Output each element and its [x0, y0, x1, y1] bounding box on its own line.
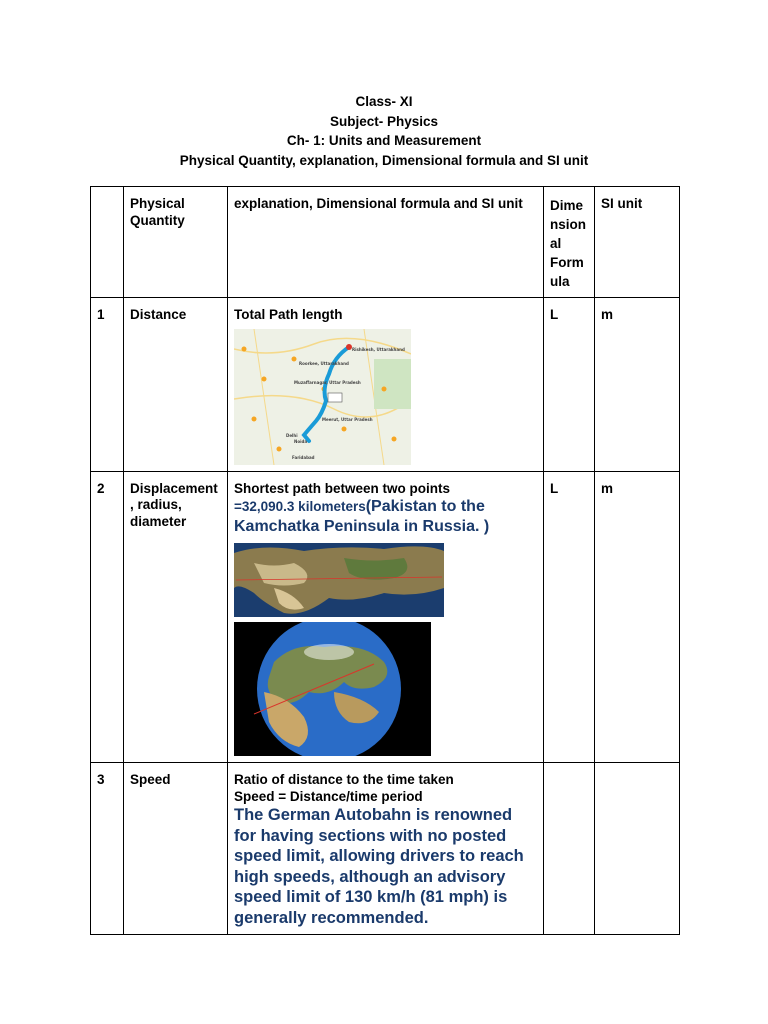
header-dimension [544, 187, 595, 298]
table-row [91, 763, 680, 935]
distance-route: (Pakistan to the Kamchatka Peninsula in Russia. ) [234, 498, 490, 535]
header-num [91, 187, 124, 298]
table-header-row [91, 187, 680, 298]
row-si: m [595, 471, 680, 763]
speed-formula: Speed = Distance/time period [234, 788, 423, 804]
row-dimension: L [544, 471, 595, 763]
row-dimension: L [544, 298, 595, 472]
row-explanation [228, 471, 544, 763]
world-map-image [234, 543, 444, 617]
explanation-text: Total Path length [234, 307, 343, 322]
svg-text:Meerut, Uttar Pradesh: Meerut, Uttar Pradesh [322, 416, 373, 422]
row-si [595, 763, 680, 935]
row-quantity: Distance [124, 298, 228, 472]
table-row [91, 298, 680, 472]
row-explanation [228, 298, 544, 472]
header-quantity: Physical Quantity [124, 187, 228, 298]
svg-text:Noida: Noida [294, 438, 308, 444]
row-quantity: Speed [124, 763, 228, 935]
svg-text:Faridabad: Faridabad [292, 454, 315, 460]
table-title: Physical Quantity, explanation, Dimensional formula and SI unit [179, 152, 589, 168]
row-num: 2 [91, 471, 124, 763]
header-dimension-text: Dime nsion al Form ula [550, 198, 586, 289]
chapter-title: Ch- 1: Units and Measurement [286, 133, 482, 148]
row-explanation [228, 763, 544, 935]
earth-globe-image [234, 622, 431, 756]
subject-title: Subject- Physics [329, 113, 439, 129]
explanation-distance [234, 497, 537, 537]
row-quantity: Displacement , radius, diameter [124, 471, 228, 763]
explanation-text: Shortest path between two points [234, 480, 451, 496]
row-si: m [595, 298, 680, 472]
svg-text:Delhi: Delhi [286, 432, 298, 438]
row-num: 3 [91, 763, 124, 935]
explanation-text: Ratio of distance to the time taken [234, 772, 454, 787]
route-map-image [234, 329, 411, 465]
svg-text:Rishikesh, Uttarakhand: Rishikesh, Uttarakhand [352, 346, 405, 352]
svg-text:Roorkee, Uttarakhand: Roorkee, Uttarakhand [299, 360, 349, 366]
row-num: 1 [91, 298, 124, 472]
row-dimension [544, 763, 595, 935]
header-si: SI unit [595, 187, 680, 298]
autobahn-note: The German Autobahn is renowned for having sections with no posted speed limit, allowing drivers to reach high speeds, although an advisory speed limit of 130 km/h (81 mph) is generally recommended. [234, 806, 524, 927]
header-explanation: explanation, Dimensional formula and SI unit [228, 187, 544, 298]
svg-text:Muzaffarnagar, Uttar Pradesh: Muzaffarnagar, Uttar Pradesh [294, 379, 361, 385]
table-row [91, 471, 680, 763]
class-title: Class- XI [355, 94, 413, 109]
physical-quantity-table [90, 186, 680, 935]
document-header [0, 92, 768, 170]
distance-value: =32,090.3 kilometers [234, 499, 366, 514]
